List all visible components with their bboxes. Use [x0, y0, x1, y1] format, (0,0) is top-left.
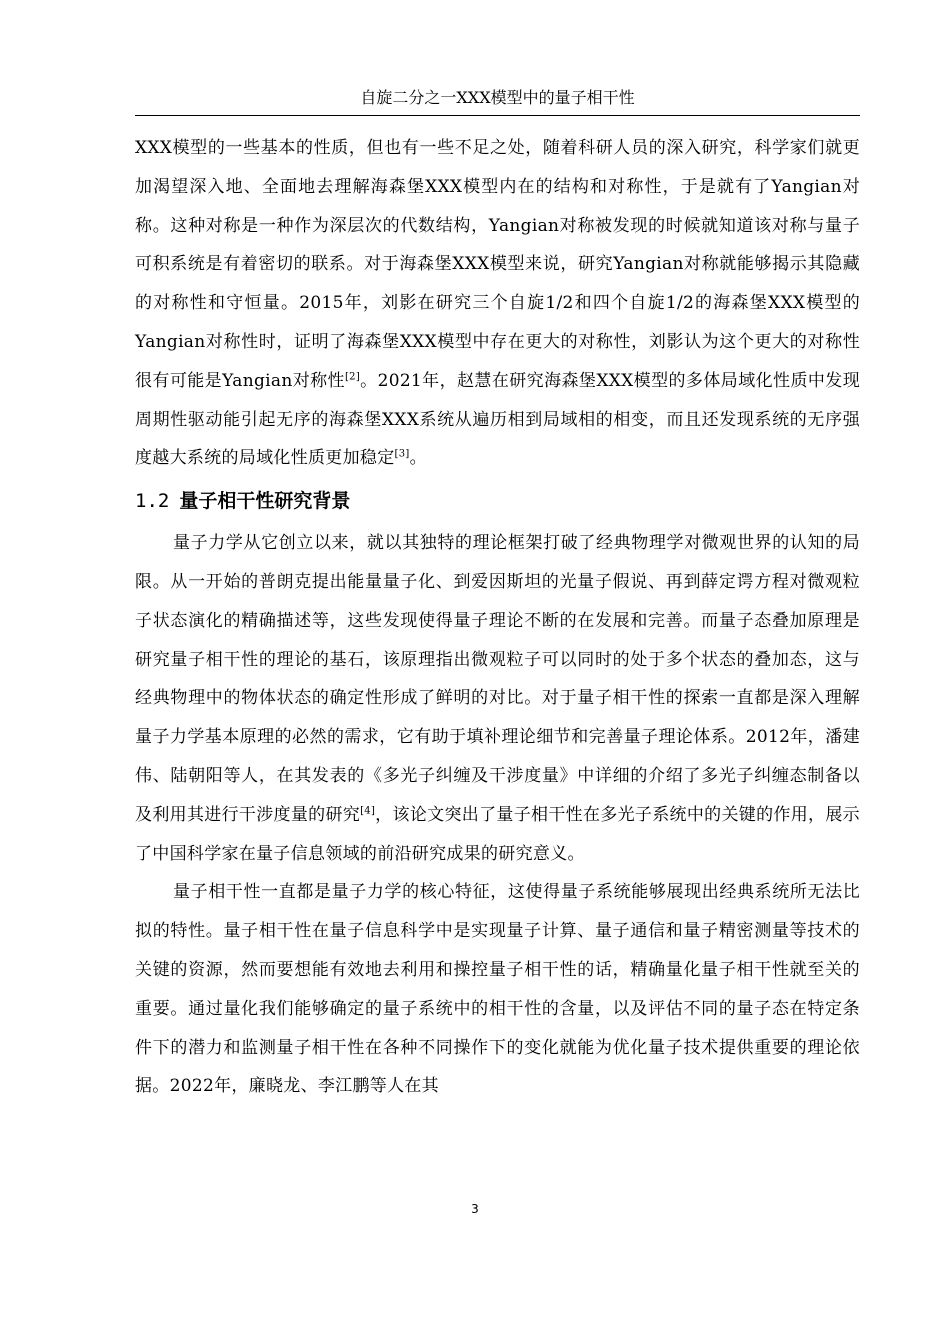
- paragraph-text: XXX模型的一些基本的性质，但也有一些不足之处，随着科研人员的深入研究，科学家们就更加渴望深入地、全面地去理解海森堡XXX模型内在的结构和对称性，于是就有了Yangian对称。这种对称是一种作为深层次的代数结构，Yangian对称被发现的时候就知道该对称与量子可积系统是有着密切的联系。对于海森堡XXX模型来说，研究Yangian对称就能够揭示其隐藏的对称性和守恒量。2015年，刘影在研究三个自旋1/2和四个自旋1/2的海森堡XXX模型的Yangian对称性时，证明了海森堡XXX模型中存在更大的对称性，刘影认为这个更大的对称性很有可能是Yangian对称性: [135, 138, 860, 391]
- section-heading: [135, 478, 860, 524]
- running-header: 自旋二分之一XXX模型中的量子相干性: [360, 88, 635, 107]
- citation-ref[interactable]: [2]: [344, 371, 361, 383]
- paragraph-text: 量子相干性一直都是量子力学的核心特征，这使得量子系统能够展现出经典系统所无法比拟的特性。量子相干性在量子信息科学中是实现量子计算、量子通信和量子精密测量等技术的关键的资源，然而要想能有效地去利用和操控量子相干性的话，精确量化量子相干性就至关的重要。通过量化我们能够确定的量子系统中的相干性的含量，以及评估不同的量子态在特定条件下的潜力和监测量子相干性在各种不同操作下的变化就能为优化量子技术提供重要的理论依据。2022年，廉晓龙、李江鹏等人在其: [135, 882, 860, 1097]
- page-number: 3: [471, 1202, 479, 1216]
- header-divider: [135, 115, 860, 116]
- citation-ref[interactable]: [4]: [360, 805, 376, 817]
- paragraph-text: ，该论文突出了量子相干性在多光子系统中的关键的作用，展示了中国科学家在量子信息领域的前沿研究成果的研究意义。: [135, 804, 860, 864]
- paragraph-text: 。2021年，赵慧在研究海森堡XXX模型的多体局域化性质中发现周期性驱动能引起无序的海森堡XXX系统从遍历相到局域相的相变，而且还发现系统的无序强度越大系统的局域化性质更加稳定: [135, 370, 861, 469]
- section-title: 量子相干性研究背景: [179, 490, 351, 513]
- paragraph: [135, 873, 860, 1106]
- paragraph-continuation: [135, 129, 860, 478]
- section-number: 1.2: [135, 490, 170, 513]
- paragraph-text: 。: [409, 448, 427, 469]
- paragraph: [135, 524, 860, 873]
- paragraph-text: 量子力学从它创立以来，就以其独特的理论框架打破了经典物理学对微观世界的认知的局限。从一开始的普朗克提出能量量子化、到爱因斯坦的光量子假说、再到薛定谔方程对微观粒子状态演化的精确描述等，这些发现使得量子理论不断的在发展和完善。而量子态叠加原理是研究量子相干性的理论的基石，该原理指出微观粒子可以同时的处于多个状态的叠加态，这与经典物理中的物体状态的确定性形成了鲜明的对比。对于量子相干性的探索一直都是深入理解量子力学基本原理的必然的需求，它有助于填补理论细节和完善量子理论体系。2012年，潘建伟、陆朝阳等人，在其发表的《多光子纠缠及干涉度量》中详细的介绍了多光子纠缠态制备以及利用其进行干涉度量的研究: [135, 533, 860, 825]
- body-text: [135, 129, 860, 1106]
- citation-ref[interactable]: [3]: [394, 448, 410, 460]
